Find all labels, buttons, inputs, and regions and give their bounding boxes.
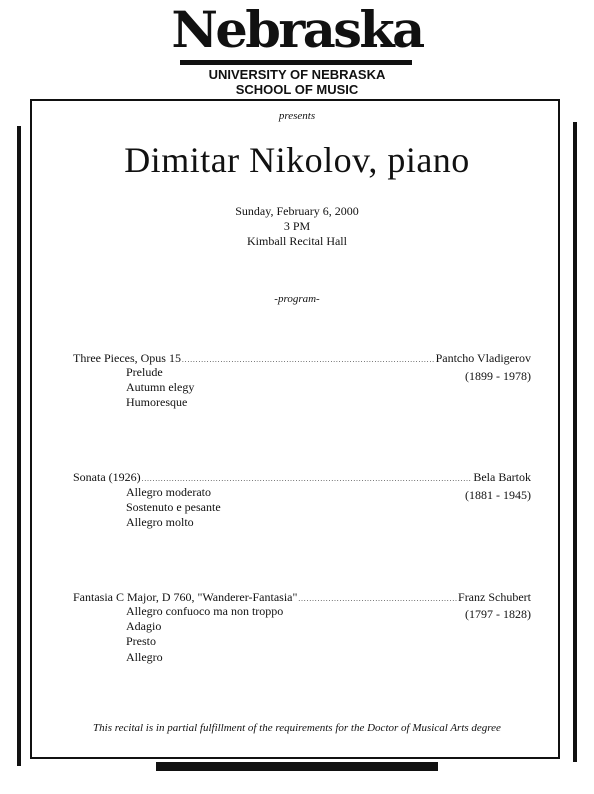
logo-rule (180, 60, 412, 65)
piece-title: Fantasia C Major, D 760, "Wanderer-Fantasia" (73, 590, 298, 604)
piece-composer: Pantcho Vladigerov (435, 351, 531, 365)
movement: Autumn elegy (126, 380, 195, 395)
presents-label: presents (278, 110, 316, 122)
movement: Allegro (126, 649, 163, 664)
frame-bottom-bar (156, 762, 438, 771)
composer-dates: (1899 - 1978) (465, 369, 531, 383)
composer-dates: (1881 - 1945) (465, 488, 531, 502)
recital-date: Sunday, February 6, 2000 (235, 204, 359, 218)
leader-dots (298, 592, 457, 607)
school-name: SCHOOL OF MUSIC (235, 82, 359, 97)
program-label: -program- (274, 293, 320, 305)
recital-time: 3 PM (283, 219, 311, 233)
movement: Sostenuto e pesante (126, 500, 221, 515)
piece-title: Sonata (1926) (73, 470, 141, 484)
recital-venue: Kimball Recital Hall (247, 234, 347, 248)
piece-composer: Bela Bartok (473, 470, 531, 484)
movement: Prelude (126, 365, 163, 379)
nebraska-logo: Nebraska (171, 0, 423, 59)
piece-title: Three Pieces, Opus 15 (73, 351, 181, 365)
movement: Humoresque (126, 395, 188, 410)
frame-right-bar (573, 122, 577, 762)
degree-note: This recital is in partial fulfillment of the requirements for the Doctor of Musical Arts degree (93, 722, 501, 734)
movement: Adagio (126, 619, 162, 634)
university-name: UNIVERSITY OF NEBRASKA (208, 67, 386, 82)
composer-dates: (1797 - 1828) (465, 607, 531, 621)
movement-list (126, 365, 194, 411)
movement: Allegro confuoco ma non troppo (126, 604, 284, 618)
program-frame (30, 99, 560, 759)
piece-composer: Franz Schubert (458, 590, 531, 604)
leader-dots (182, 353, 435, 368)
movement-list (126, 604, 283, 665)
movement: Allegro moderato (126, 485, 211, 499)
movement-list (126, 485, 221, 531)
performer-title: Dimitar Nikolov, piano (124, 140, 470, 180)
movement: Presto (126, 634, 156, 649)
movement: Allegro molto (126, 515, 194, 530)
